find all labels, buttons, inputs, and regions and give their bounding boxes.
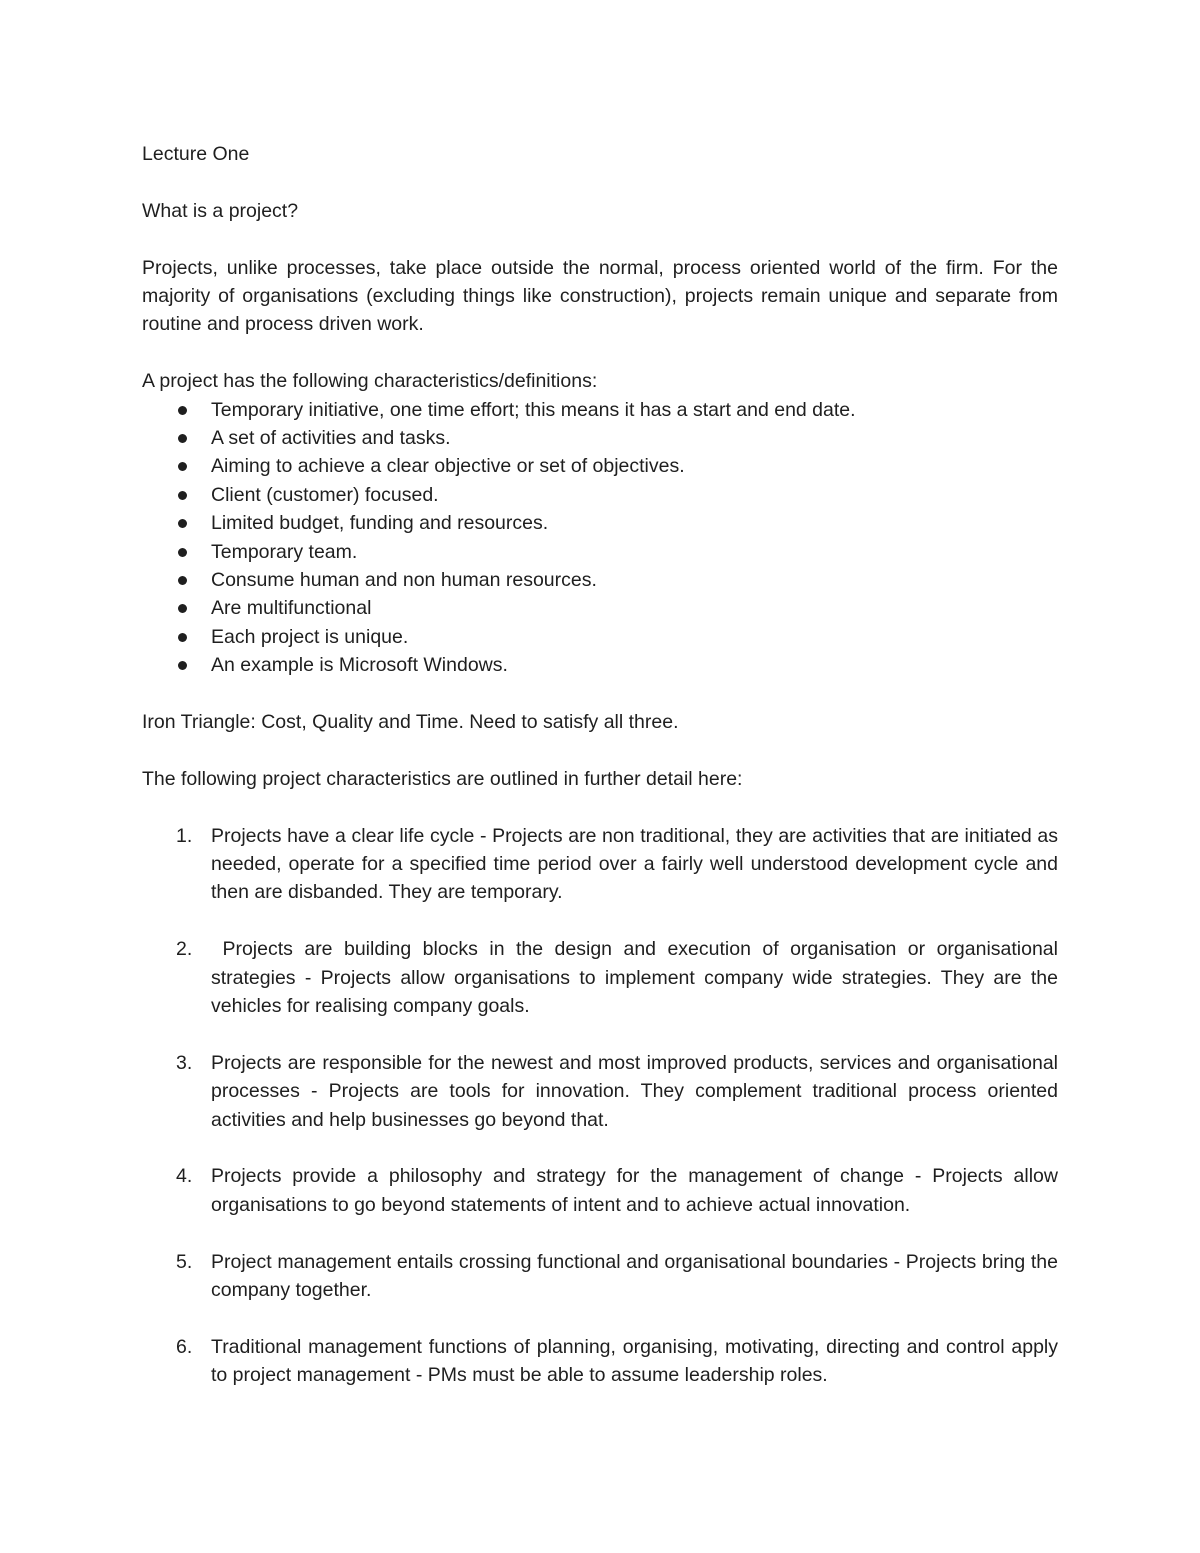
numbered-item [142,935,1064,1020]
detailed-characteristics-list [142,822,1064,1390]
characteristics-list [142,396,1058,680]
bullet-icon [178,633,187,642]
item-number: 3. [176,1051,193,1074]
bullet-icon [178,491,187,500]
item-text: Projects are building blocks in the design and execution of organisation or organisational strategies - Projects allow organisations to implement company wide strategies. They are the vehicles for realising company goals. [211,938,1064,1018]
list-item: Consume human and non human resources. [142,566,1058,594]
bullet-icon [178,434,187,443]
list-item: Limited budget, funding and resources. [142,509,1058,537]
outline-intro: The following project characteristics are outlined in further detail here: [142,767,743,790]
item-number: 1. [176,824,193,847]
list-item: A set of activities and tasks. [142,424,1058,452]
list-item: An example is Microsoft Windows. [142,651,1058,679]
intro-paragraph: Projects, unlike processes, take place outside the normal, process oriented world of the firm. For the majority of organisations (excluding things like construction), projects remain unique and separate from routine and process driven work. [142,256,1058,336]
item-text: Projects have a clear life cycle - Projects are non traditional, they are activities that are initiated as needed, operate for a specified time period over a fairly well understood development cycle and then are disbanded. They are temporary. [211,824,1058,904]
item-number: 2. [176,938,193,961]
iron-triangle-paragraph: Iron Triangle: Cost, Quality and Time. Need to satisfy all three. [142,711,679,734]
item-number: 6. [176,1335,193,1358]
item-text: Projects provide a philosophy and strategy for the management of change - Projects allow organisations to go beyond statements of intent and to achieve actual innovation. [211,1165,1058,1216]
numbered-item [142,1248,1058,1305]
bullet-icon [178,462,187,471]
bullet-icon [178,519,187,528]
item-text: Traditional management functions of planning, organising, motivating, directing and control apply to project management - PMs must be able to assume leadership roles. [211,1335,1058,1387]
item-number: 4. [176,1165,193,1188]
item-number: 5. [176,1250,193,1273]
numbered-item [142,1162,1058,1219]
list-item: Each project is unique. [142,623,1058,651]
bullet-icon [178,661,187,670]
bullet-icon [178,406,187,415]
list-item: Temporary initiative, one time effort; this means it has a start and end date. [142,396,1058,424]
numbered-item [142,822,1058,907]
list-item: Temporary team. [142,538,1058,566]
numbered-item [142,1049,1058,1134]
item-text: Project management entails crossing functional and organisational boundaries - Projects bring the company together. [211,1250,1058,1302]
document-page [142,140,1064,1418]
bullet-icon [178,576,187,585]
list-item: Are multifunctional [142,594,1058,622]
characteristics-intro: A project has the following characteristics/definitions: [142,370,598,393]
document-title: Lecture One [142,143,250,165]
item-text: Projects are responsible for the newest and most improved products, services and organisational processes - Projects are tools for innovation. They complement traditional process oriented activities and help businesses go beyond that. [211,1051,1058,1131]
section-question: What is a project? [142,199,299,222]
bullet-icon [178,604,187,613]
list-item: Aiming to achieve a clear objective or set of objectives. [142,452,1058,480]
bullet-icon [178,548,187,557]
list-item: Client (customer) focused. [142,481,1058,509]
numbered-item [142,1333,1058,1390]
